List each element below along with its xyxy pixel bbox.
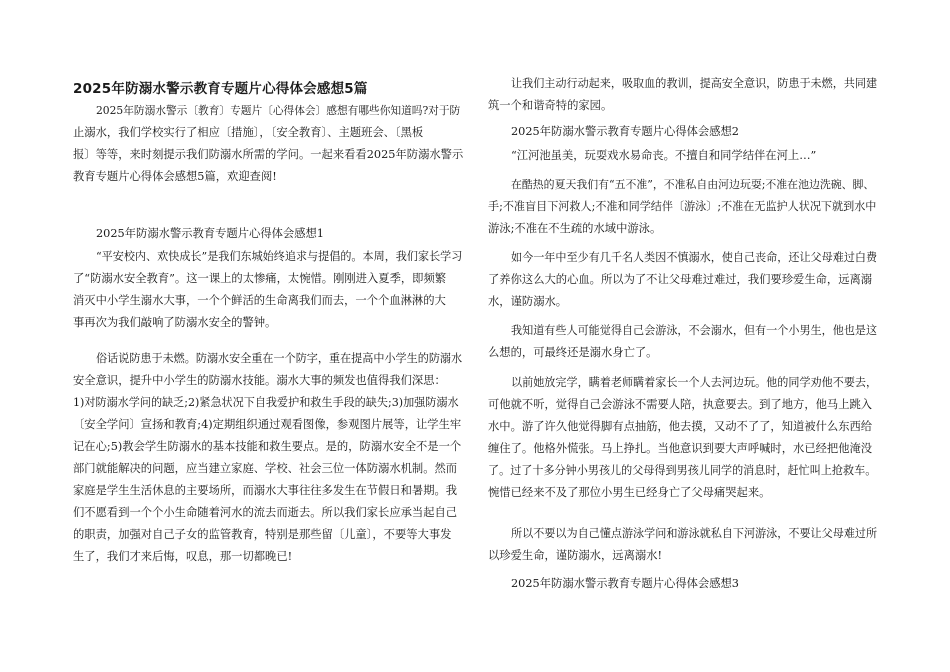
- text-line: 家庭是学生生活休息的主要场所，而溺水大事往往多发生在节假日和暑期。我: [73, 484, 458, 497]
- text-line: 2025年防溺水警示教育专题片心得体会感想1: [96, 227, 324, 240]
- text-line: 如今一年中至少有几千名人类因不慎溺水，使自己丧命，还让父母难过白费: [511, 251, 878, 264]
- text-line: 部门就能解决的问题，应当建立家庭、学校、社会三位一体防溺水机制。然而: [73, 462, 458, 475]
- text-line: 1)对防溺水学问的缺乏;2)紧急状况下自我爱护和救生手段的缺失;3)加强防溺水: [73, 396, 459, 409]
- text-line: 报〕等等，来时刻提示我们防溺水所需的学问。一起来看看2025年防溺水警示: [73, 148, 464, 161]
- text-line: 所以不要以为自己懂点游泳学问和游泳就私自下河游泳，不要让父母难过所: [511, 527, 878, 540]
- text-line: 止溺水，我们学校实行了相应〔措施〕，〔安全教育〕、主题班会、〔黑板: [73, 126, 424, 139]
- text-line: 〔安全学问〕宣扬和教育;4)定期组织通过观看图像，参观图片展等，让学生牢: [73, 418, 462, 431]
- text-line: 惋惜已经来不及了那位小男生已经身亡了父母痛哭起来。: [488, 486, 771, 499]
- text-line: 么想的，可最终还是溺水身亡了。: [488, 346, 658, 359]
- text-line: 我知道有些人可能觉得自己会游泳，不会溺水，但有一个小男生，他也是这: [511, 324, 878, 337]
- text-line: 事再次为我们敲响了防溺水安全的警钟。: [73, 316, 277, 329]
- text-line: 以珍爱生命，谨防溺水，远离溺水!: [488, 549, 662, 562]
- text-line: “平安校内、欢快成长”是我们东城始终追求与提倡的。本周，我们家长学习: [96, 250, 463, 263]
- text-line: 2025年防溺水警示〔教育〕专题片〔心得体会〕感想有哪些你知道吗?对于防: [96, 104, 461, 117]
- text-line: 2025年防溺水警示教育专题片心得体会感想3: [511, 577, 739, 590]
- text-line: 筑一个和谐奇特的家园。: [488, 99, 613, 112]
- document-title: 2025年防溺水警示教育专题片心得体会感想5篇: [73, 81, 368, 97]
- text-line: 以前她放完学，瞒着老师瞒着家长一个人去河边玩。他的同学劝他不要去，: [511, 376, 878, 389]
- text-line: 手;不准盲目下河救人;不准和同学结伴〔游泳〕;不准在无监护人状况下就到水中: [488, 200, 877, 213]
- text-line: 俗话说防患于未燃。防溺水安全重在一个防字，重在提高中小学生的防溺水: [96, 352, 463, 365]
- text-line: 缠住了。他格外慌张。马上挣扎。当他意识到要大声呼喊时，水已经把他淹没: [488, 442, 873, 455]
- text-line: 了养你这么大的心血。所以为了不让父母难过难过，我们要珍爱生命，远离溺: [488, 273, 873, 286]
- text-line: 记在心;5)教会学生防溺水的基本技能和救生要点。是的，防溺水安全不是一个: [73, 440, 462, 453]
- text-line: 游泳;不准在不生疏的水域中游泳。: [488, 222, 662, 235]
- text-line: 安全意识，提升中小学生的防溺水技能。溺水大事的频发也值得我们深思：: [73, 374, 446, 387]
- text-line: 了“防溺水安全教育”。这一课上的太惨痛，太惋惜。刚刚进入夏季，即频繁: [73, 272, 447, 285]
- text-line: 在酷热的夏天我们有“五不准”，不准私自由河边玩耍;不准在池边洗碗、脚、: [511, 178, 875, 191]
- text-line: 水中。游了许久他觉得脚有点抽筋，他去摸，又动不了了，知道被什么东西给: [488, 420, 873, 433]
- text-line: 让我们主动行动起来，吸取血的教训，提高安全意识，防患于未燃，共同建: [511, 77, 878, 90]
- text-line: “江河池虽美，玩耍戏水易命丧。不擅自和同学结伴在河上…”: [511, 149, 817, 162]
- text-line: 可他就不听，觉得自己会游泳不需要人陪，执意要去。到了地方，他马上跳入: [488, 398, 873, 411]
- text-line: 生了，我们才来后悔，叹息，那一切都晚已!: [73, 550, 293, 563]
- text-line: 的职责，加强对自己子女的监管教育，特别是那些留〔儿童〕，不要等大事发: [73, 528, 452, 541]
- text-line: 了。过了十多分钟小男孩儿的父母得到男孩儿同学的消息时，赶忙叫上抢救车。: [488, 464, 877, 477]
- text-line: 消灭中小学生溺水大事，一个个鲜活的生命离我们而去，一个个血淋淋的大: [73, 294, 446, 307]
- text-line: 们不愿看到一个个小生命随着河水的流去而逝去。所以我们家长应承当起自己: [73, 506, 458, 519]
- text-line: 水，谨防溺水。: [488, 295, 568, 308]
- text-line: 2025年防溺水警示教育专题片心得体会感想2: [511, 125, 739, 138]
- text-line: 教育专题片心得体会感想5篇，欢迎查阅!: [73, 170, 277, 183]
